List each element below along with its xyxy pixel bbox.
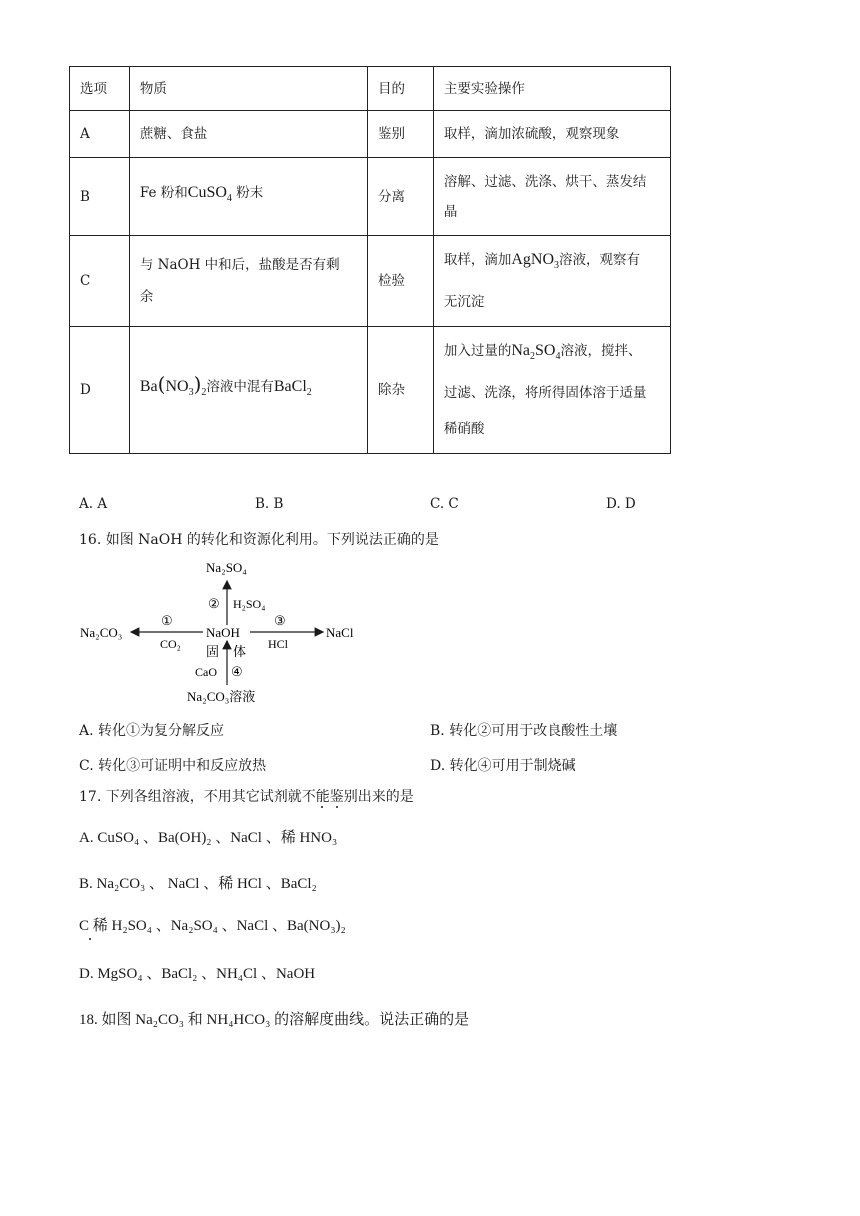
- label-gu: 固: [206, 644, 220, 659]
- num-3: ③: [274, 613, 286, 628]
- purpose-cell: 分离: [368, 158, 434, 236]
- q18-stem: 18. 如图 Na₂CO₃ 和 NH₄HCO₃ 的溶解度曲线。说法正确的是: [79, 1012, 470, 1028]
- header-cell: 主要实验操作: [433, 67, 670, 111]
- table-row: [70, 67, 671, 111]
- label-cao: CaO: [195, 665, 217, 679]
- q16-diagram: [75, 555, 375, 710]
- option-cell: C: [70, 236, 130, 327]
- operation-cell: 取样，滴加AgNO$_3$溶液，观察有 无沉淀: [433, 236, 670, 327]
- option-cell: B: [70, 158, 130, 236]
- q16-option-a[interactable]: A. 转化①为复分解反应: [79, 723, 225, 739]
- choice-d[interactable]: D. D: [606, 496, 636, 512]
- emphasis-dot: [321, 806, 323, 808]
- num-1: ①: [161, 613, 173, 628]
- purpose-cell: 检验: [368, 236, 434, 327]
- q16-option-c[interactable]: C. 转化③可证明中和反应放热: [79, 758, 267, 774]
- table-row: [70, 327, 671, 454]
- stray-dot: [89, 938, 91, 940]
- substance-cell: Fe 粉和CuSO$_4$ 粉末: [129, 158, 367, 236]
- header-cell: 物质: [129, 67, 367, 111]
- label-ti: 体: [233, 644, 247, 659]
- q16-stem: 16. 如图 NaOH 的转化和资源化利用。下列说法正确的是: [79, 532, 439, 548]
- purpose-cell: 除杂: [368, 327, 434, 454]
- substance-cell: 与 NaOH 中和后，盐酸是否有剩 余: [129, 236, 367, 327]
- label-h2so4: H₂SO₄: [233, 597, 266, 611]
- choice-b[interactable]: B. B: [255, 496, 284, 512]
- label-hcl: HCl: [268, 637, 289, 651]
- label-co2: CO₂: [160, 637, 181, 651]
- emphasis-dot: [336, 806, 338, 808]
- num-2: ②: [208, 596, 220, 611]
- operation-cell: 取样，滴加浓硫酸，观察现象: [433, 111, 670, 158]
- header-cell: 选项: [70, 67, 130, 111]
- label-naoh: NaOH: [206, 625, 240, 640]
- q16-option-d[interactable]: D. 转化④可用于制烧碱: [430, 758, 576, 774]
- label-na2co3-solution: Na₂CO₃溶液: [187, 689, 256, 704]
- q17-option-a[interactable]: A. CuSO₄ 、Ba(OH)₂ 、NaCl 、稀 HNO₃: [79, 830, 338, 846]
- choice-a[interactable]: A. A: [79, 496, 108, 512]
- table-row: [70, 111, 671, 158]
- option-cell: A: [70, 111, 130, 158]
- emphasis-text: 不能: [301, 789, 330, 805]
- header-cell: 目的: [368, 67, 434, 111]
- operation-cell: 加入过量的$Na_2SO_4$溶液，搅拌、 过滤、洗涤，将所得固体溶于适量 稀硝酸: [433, 327, 670, 454]
- choice-c[interactable]: C. C: [430, 496, 459, 512]
- q15-table: [69, 66, 671, 454]
- q17-option-d[interactable]: D. MgSO₄ 、BaCl₂ 、NH₄Cl 、NaOH: [79, 966, 316, 982]
- num-4: ④: [231, 664, 243, 679]
- substance-cell: $Ba(NO_3)_2$溶液中混有BaCl$_2$: [129, 327, 367, 454]
- label-na2so4: Na₂SO₄: [206, 560, 247, 575]
- q17-stem: 17. 下列各组溶液，不用其它试剂就不能鉴别出来的是: [79, 789, 414, 805]
- label-nacl: NaCl: [326, 625, 354, 640]
- q16-option-b[interactable]: B. 转化②可用于改良酸性土壤: [430, 723, 618, 739]
- substance-cell: 蔗糖、食盐: [129, 111, 367, 158]
- q17-option-b[interactable]: B. Na₂CO₃ 、 NaCl 、稀 HCl 、BaCl₂: [79, 876, 317, 892]
- purpose-cell: 鉴别: [368, 111, 434, 158]
- operation-cell: 溶解、过滤、洗涤、烘干、蒸发结 晶: [433, 158, 670, 236]
- table-row: [70, 236, 671, 327]
- table-row: [70, 158, 671, 236]
- option-cell: D: [70, 327, 130, 454]
- q17-option-c[interactable]: C 稀 H₂SO₄ 、Na₂SO₄ 、NaCl 、Ba(NO₃)₂: [79, 918, 346, 934]
- label-na2co3-left: Na₂CO₃: [80, 625, 123, 640]
